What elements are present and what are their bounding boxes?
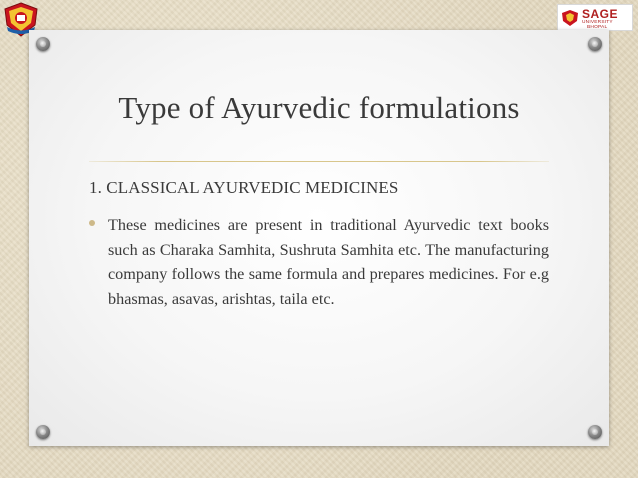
pushpin-icon [588, 37, 602, 51]
bullet-item [89, 213, 549, 311]
pushpin-icon [588, 425, 602, 439]
logo-name: SAGE [582, 7, 619, 21]
slide-card [29, 30, 609, 446]
sage-emblem-icon [561, 9, 579, 27]
pushpin-icon [36, 425, 50, 439]
sage-university-logo [557, 4, 633, 31]
pushpin-icon [36, 37, 50, 51]
logo-subtitle: UNIVERSITY BHOPAL [582, 20, 613, 30]
bullet-text: These medicines are present in traditional Ayurvedic text books such as Charaka Samhita, Sushruta Samhita etc. The manufacturing company follows the same formula and prepares medicines. For e.g bhasmas, asavas, arishtas, taila etc. [108, 216, 549, 308]
bullet-dot-icon [89, 220, 95, 226]
section-heading: 1. CLASSICAL AYURVEDIC MEDICINES [89, 178, 399, 197]
slide-title: Type of Ayurvedic formulations [118, 90, 520, 125]
title-divider [89, 161, 549, 162]
